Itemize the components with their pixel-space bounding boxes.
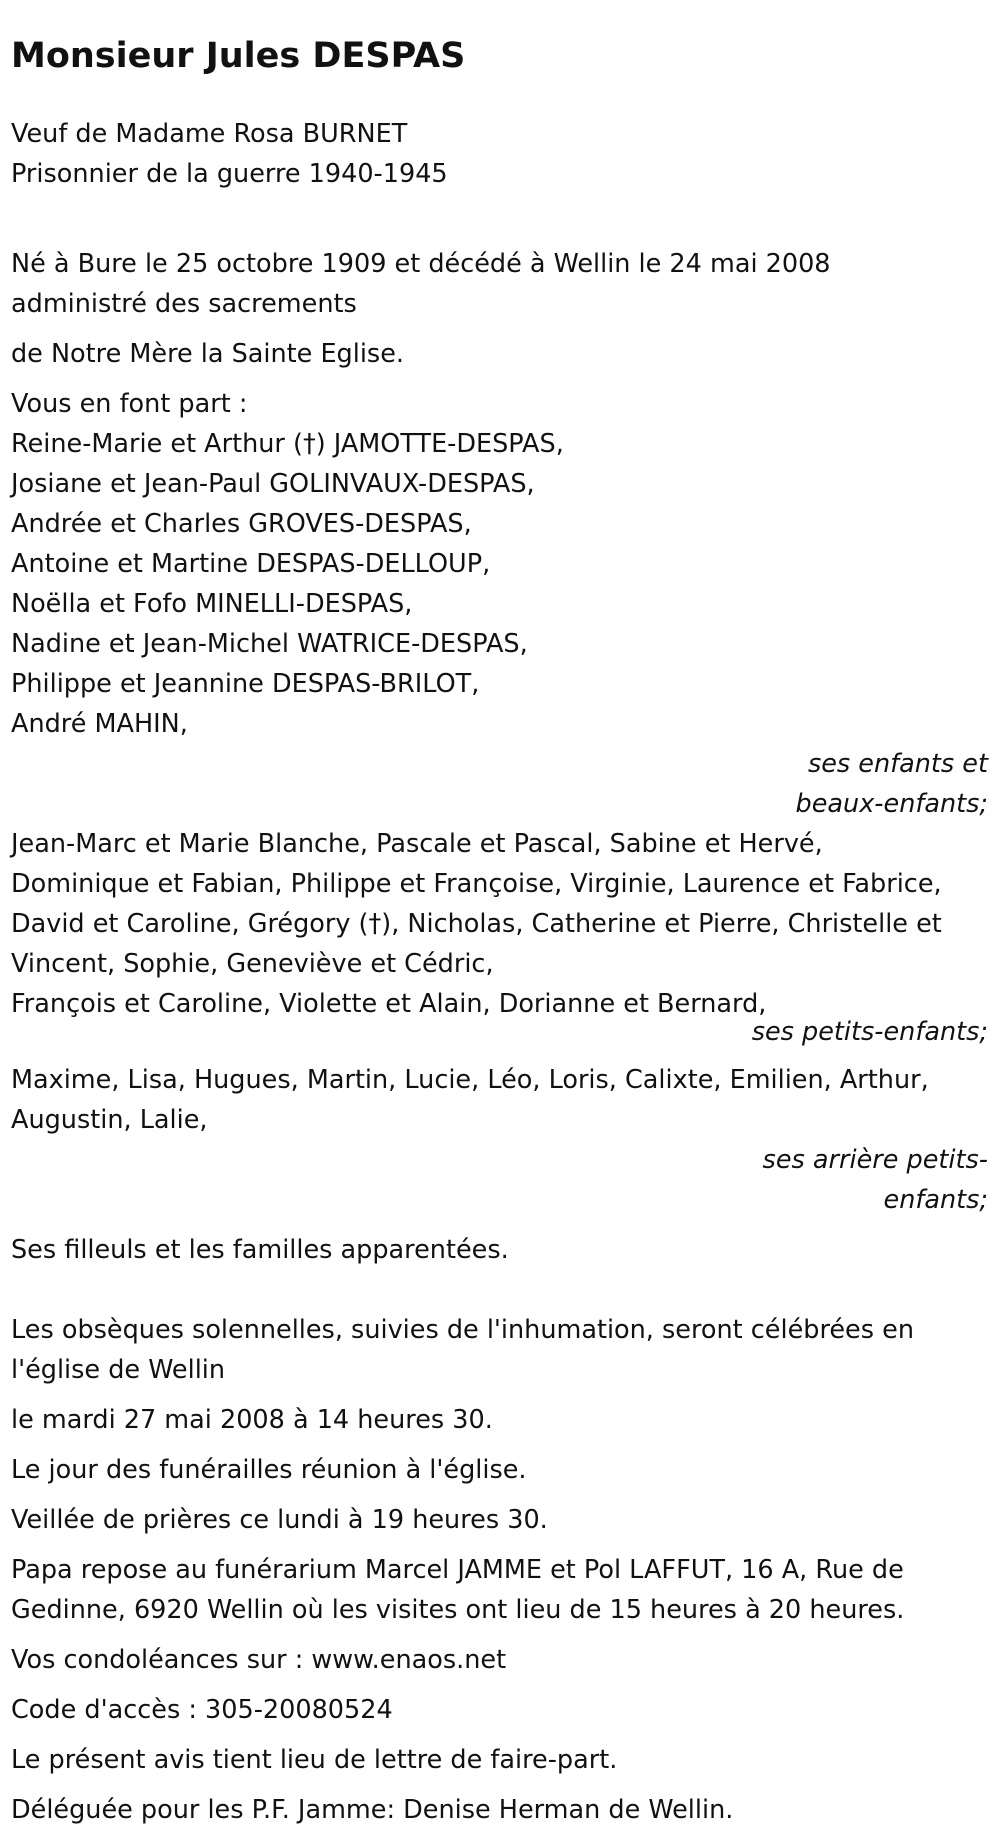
rest-line: Papa repose au funérarium Marcel JAMME et Pol LAFFUT, 16 A, Rue de bbox=[11, 1555, 904, 1585]
child-line: Noëlla et Fofo MINELLI-DESPAS, bbox=[11, 589, 413, 619]
child-line: Philippe et Jeannine DESPAS-BRILOT, bbox=[11, 669, 480, 699]
notice bbox=[11, 1740, 996, 1780]
child-line: Reine-Marie et Arthur (†) JAMOTTE-DESPAS, bbox=[11, 429, 564, 459]
great-grandchild-line: Maxime, Lisa, Hugues, Martin, Lucie, Léo, Loris, Calixte, Emilien, Arthur, bbox=[11, 1065, 929, 1095]
great-grandchildren-block bbox=[11, 1060, 996, 1220]
funeral-line: l'église de Wellin bbox=[11, 1355, 226, 1385]
great-grandchildren-role: enfants; bbox=[883, 1185, 988, 1215]
announcers-intro: Vous en font part : bbox=[11, 389, 248, 419]
child-line: Antoine et Martine DESPAS-DELLOUP, bbox=[11, 549, 491, 579]
obituary-document bbox=[11, 30, 996, 1840]
birth-death-line: Né à Bure le 25 octobre 1909 et décédé à Wellin le 24 mai 2008 bbox=[11, 249, 831, 279]
spacer bbox=[11, 204, 996, 244]
deceased-name: Monsieur Jules DESPAS bbox=[11, 36, 466, 76]
vigil-text: Veillée de prières ce lundi à 19 heures 30. bbox=[11, 1505, 548, 1535]
church-text: de Notre Mère la Sainte Eglise. bbox=[11, 339, 404, 369]
child-line: Nadine et Jean-Michel WATRICE-DESPAS, bbox=[11, 629, 528, 659]
child-line: André MAHIN, bbox=[11, 709, 188, 739]
funeral-block bbox=[11, 1310, 996, 1390]
prisoner-line: Prisonnier de la guerre 1940-1945 bbox=[11, 159, 448, 189]
funeral-line: Les obsèques solennelles, suivies de l'inhumation, seront célébrées en bbox=[11, 1315, 914, 1345]
access-code-text: Code d'accès : 305-20080524 bbox=[11, 1695, 393, 1725]
great-grandchild-line: Augustin, Lalie, bbox=[11, 1105, 208, 1135]
vigil bbox=[11, 1500, 996, 1540]
children-role: beaux-enfants; bbox=[795, 789, 988, 819]
sacraments-line: administré des sacrements bbox=[11, 289, 357, 319]
church-line bbox=[11, 334, 996, 374]
meeting bbox=[11, 1450, 996, 1490]
family-line: Ses filleuls et les familles apparentées. bbox=[11, 1235, 509, 1265]
access-code bbox=[11, 1690, 996, 1730]
intro-block bbox=[11, 114, 996, 194]
great-grandchildren-role: ses arrière petits- bbox=[762, 1145, 988, 1175]
meeting-text: Le jour des funérailles réunion à l'église. bbox=[11, 1455, 527, 1485]
funeral-date-text: le mardi 27 mai 2008 à 14 heures 30. bbox=[11, 1405, 493, 1435]
condolences-text: Vos condoléances sur : www.enaos.net bbox=[11, 1645, 507, 1675]
child-line: Josiane et Jean-Paul GOLINVAUX-DESPAS, bbox=[11, 469, 535, 499]
grandchild-line: Jean-Marc et Marie Blanche, Pascale et Pascal, Sabine et Hervé, bbox=[11, 829, 823, 859]
funeral-date bbox=[11, 1400, 996, 1440]
notice-text: Le présent avis tient lieu de lettre de faire-part. bbox=[11, 1745, 618, 1775]
grandchild-line: Dominique et Fabian, Philippe et Françoise, Virginie, Laurence et Fabrice, bbox=[11, 869, 942, 899]
child-line: Andrée et Charles GROVES-DESPAS, bbox=[11, 509, 472, 539]
delegate bbox=[11, 1790, 996, 1830]
children-block bbox=[11, 384, 996, 824]
rest-line: Gedinne, 6920 Wellin où les visites ont lieu de 15 heures à 20 heures. bbox=[11, 1595, 905, 1625]
birth-death-block bbox=[11, 244, 996, 324]
condolences bbox=[11, 1640, 996, 1680]
widow-line: Veuf de Madame Rosa BURNET bbox=[11, 119, 408, 149]
children-role: ses enfants et bbox=[807, 749, 988, 779]
spacer bbox=[11, 1270, 996, 1310]
grandchildren-block bbox=[11, 824, 996, 1052]
grandchild-line: François et Caroline, Violette et Alain, Dorianne et Bernard, bbox=[11, 989, 767, 1019]
grandchild-line: David et Caroline, Grégory (†), Nicholas, Catherine et Pierre, Christelle et bbox=[11, 909, 942, 939]
delegate-text: Déléguée pour les P.F. Jamme: Denise Herman de Wellin. bbox=[11, 1795, 734, 1825]
grandchild-line: Vincent, Sophie, Geneviève et Cédric, bbox=[11, 949, 494, 979]
rest-block bbox=[11, 1550, 996, 1630]
grandchildren-role: ses petits-enfants; bbox=[751, 1017, 988, 1047]
